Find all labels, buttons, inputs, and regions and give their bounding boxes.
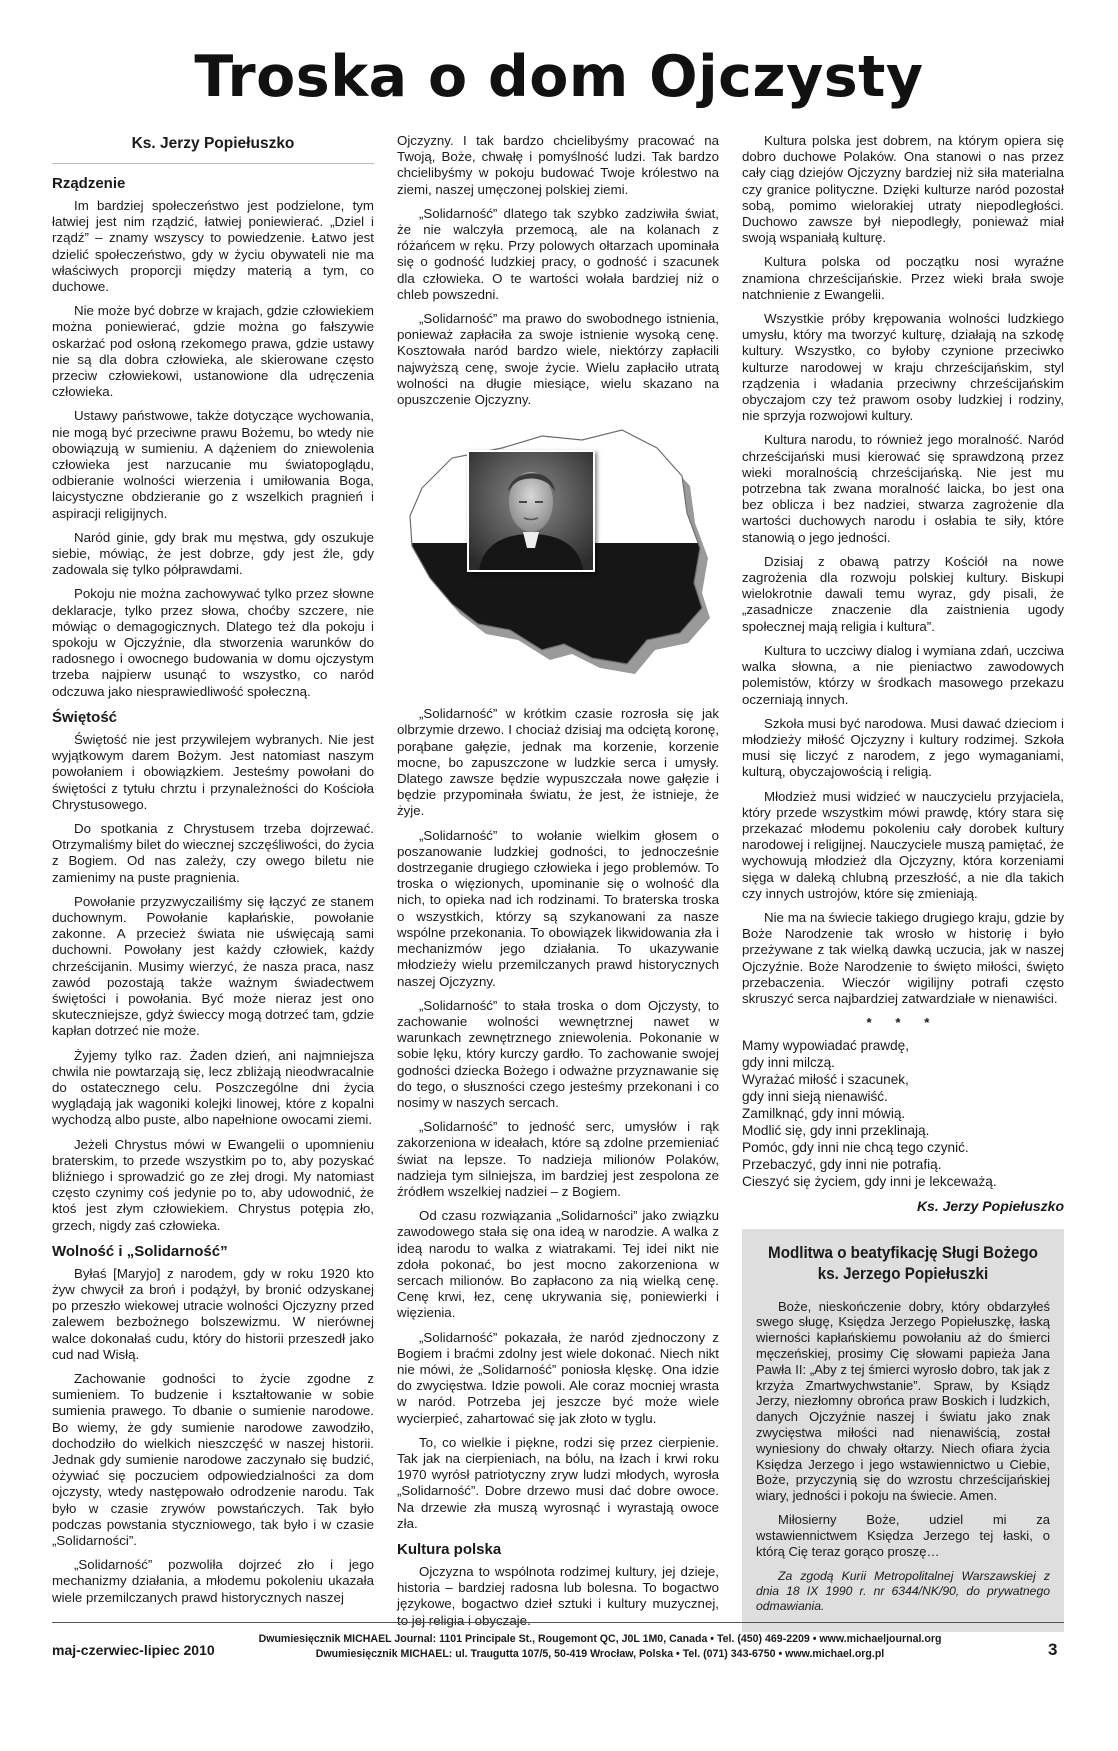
paragraph: Ustawy państwowe, także dotyczące wychowania, nie mogą być przeciwne prawu Bożemu, bo wtedy nie obowiązują w sumieniu. A dążeniem do zniewolenia człowieka jest narzucanie mu światopoglądu, odbieranie wolności wierzenia i umiłowania Boga, laicystyczne obdzieranie go z wszelkich pragnień i aspiracji religijnych. — [52, 408, 374, 521]
paragraph: Im bardziej społeczeństwo jest podzielone, tym łatwiej jest nim rządzić, łatwiej poniewierać. „Dziel i rządź” – znamy wszyscy to powiedzenie. Łatwo jest dzielić społeczeństwo, gdy w życiu obywateli nie ma właściwych proporcji między materią a tym, co duchowe. — [52, 198, 374, 295]
publisher-info — [220, 1632, 980, 1662]
poem-line: Cieszyć się życiem, gdy inni je lekceważą. — [742, 1174, 997, 1190]
section-heading-wolnosc: Wolność i „Solidarność” — [52, 1242, 228, 1260]
poem-line: Zamilknąć, gdy inni mówią. — [742, 1106, 906, 1122]
poem-line: Modlić się, gdy inni przeklinają. — [742, 1123, 930, 1139]
author-byline: Ks. Jerzy Popiełuszko — [131, 135, 295, 152]
paragraph: Nie ma na świecie takiego drugiego kraju, gdzie by Boże Narodzenie tak wrosło w historię i było przeżywane z tak wielką dawką uczucia, jak w naszej Ojczyźnie. Boże Narodzenie to święto miłości, święto przebaczenia. Wieczór wigilijny potrafi często skruszyć serca najbardziej zatwardziałe w nienawiści. — [742, 909, 1064, 1006]
prayer-box — [742, 1229, 1064, 1633]
paragraph: „Solidarność” to jedność serc, umysłów i rąk zakorzeniona w ideałach, które są zdolne przemieniać świat na lepsze. To nadzieja milionów Polaków, nadzieja tym silniejsza, im bardziej jest zespolona ze źródłem wszelkiej nadziei – z Bogiem. — [397, 1119, 719, 1199]
paragraph: Zachowanie godności to życie zgodne z sumieniem. To budzenie i kształtowanie w sobie sumienia prawego. To dbanie o sumienie narodowe. Bo wiemy, że gdy sumienie narodowe zawodziło, dochodziło do wielkich nieszczęść w naszej historii. Jednak gdy sumienie narodowe zaczynało się budzić, ożywiać się poczuciem odpowiedzialności za dom ojczysty, wtedy następowało odrodzenie narodu. Tak było w czasie zrywów powstańczych. Tak było podczas powstania styczniowego, tak było i w czasie „Solidarności”. — [52, 1371, 374, 1549]
poem-line: Mamy wypowiadać prawdę, — [742, 1038, 909, 1054]
paragraph: Ojczyzny. I tak bardzo chcielibyśmy pracować na Twoją, Boże, chwałę i pomyślność ludzi. Tak bardzo chcielibyśmy w pokoju budować Twoje królestwo na ziemi, naszej umęczonej polskiej ziemi. — [397, 133, 719, 197]
publisher-line-canada: Dwumiesięcznik MICHAEL Journal: 1101 Principale St., Rougemont QC, J0L 1M0, Canada • Tel. (450) 469-2209 • www.michaeljournal.org — [258, 1633, 942, 1645]
article-column-1 — [52, 133, 374, 1613]
paragraph: Dzisiaj z obawą patrzy Kościół na nowe zagrożenia dla rozwoju polskiej kultury. Biskupi wielokrotnie dawali temu wyraz, gdy pisali, że „zasadnicze znaczenie dla zaistnienia ugody społecznej mają religia i kultura”. — [742, 553, 1064, 634]
paragraph: To, co wielkie i piękne, rodzi się przez cierpienie. Tak jak na cierpieniach, na bólu, na łzach i krwi roku 1970 wyrósł patriotyczny zryw ludzi młodych, wyrosła „Solidarność”. Dobre drzewo musi dać dobre owoce. Na drzewie zła muszą wyrosnąć i wyrastają owoce zła. — [397, 1434, 719, 1531]
paragraph: Byłaś [Maryjo] z narodem, gdy w roku 1920 kto żyw chwycił za broń i podążył, by bronić odzyskanej po przeszło wiekowej utracie wolności Ojczyzny przed zalewem bezbożnego bolszewizmu. W nierównej walce dokonałaś cudu, który do historii przeszedł jako cud nad Wisłą. — [52, 1265, 374, 1362]
paragraph: „Solidarność” ma prawo do swobodnego istnienia, ponieważ zapłaciła za swoje istnienie wysoką cenę. Kosztowała naród bardzo wiele, niektórzy zapłacili najwyższą cenę, swoje życie. Wielu zapłaciło utratą wolności na długie miesiące, wielu skazano na opuszczenie Ojczyzny. — [397, 311, 719, 408]
paragraph: „Solidarność” to stała troska o dom Ojczysty, to zachowanie wolności wewnętrznej nawet w warunkach zewnętrznego zniewolenia. Pokonanie w sobie lęku, który kurczy gardło. To zachowanie swojej godności dziecka Bożego i odważne przyznawanie się do tego, o słuszności czego jesteśmy przekonani i co nosimy w naszych sercach. — [397, 997, 719, 1110]
paragraph: „Solidarność” dlatego tak szybko zadziwiła świat, że nie walczyła przemocą, ale na kolanach z różańcem w ręku. Przy polowych ołtarzach upominała się o godność ludzkiej pracy, o godność i szacunek dla człowieka. O te wartości wołała bardziej niż o chleb powszedni. — [397, 205, 719, 302]
prayer-title-line: Modlitwa o beatyfikację Sługi Bożego — [768, 1243, 1038, 1262]
prayer-title — [768, 1243, 1038, 1285]
paragraph: Kultura polska od początku nosi wyraźne znamiona chrześcijańskie. Przez wieki brała swoje natchnienie z Ewangelii. — [742, 254, 1064, 302]
publisher-line-poland: Dwumiesięcznik MICHAEL: ul. Traugutta 107/5, 50-419 Wrocław, Polska • Tel. (071) 343-6750 • www.michael.org.pl — [315, 1648, 885, 1660]
section-separator: * * * — [866, 1015, 940, 1031]
prayer-approval-note: Za zgodą Kurii Metropolitalnej Warszawskiej z dnia 18 IX 1990 r. nr 6344/NK/90, do prywatnego odmawiania. — [756, 1569, 1050, 1614]
section-heading-swietosc: Świętość — [52, 708, 118, 726]
poem-line: Przebaczyć, gdy inni nie potrafią. — [742, 1157, 942, 1173]
paragraph: Kultura narodu, to również jego moralność. Naród chrześcijański musi kierować się sprawdzoną przez wieki moralnością chrześcijańską. Nie jest mu potrzebna tak zwana moralność laicka, bo jest ona bez oblicza i bez nadziei, stwarza zagrożenie dla wartości duchowych narodu i osłabia te siły, które stanowią o jego jedności. — [742, 432, 1064, 545]
section-heading-kultura: Kultura polska — [397, 1541, 502, 1558]
paragraph: Świętość nie jest przywilejem wybranych. Nie jest wyjątkowym darem Bożym. Jest natomiast naszym powołaniem i obowiązkiem. Jesteśmy powołani do świętości z tytułu chrztu i przynależności do Kościoła Chrystusowego. — [52, 731, 374, 812]
poem — [742, 1037, 1064, 1190]
paragraph: „Solidarność” w krótkim czasie rozrosła się jak olbrzymie drzewo. I chociaż dzisiaj ma odciętą koronę, porąbane gałęzie, jednak ma korzenie, korzenie mocne, bo zapuszczone w ludzkie serca i umysły. Dlatego zawsze będzie wypuszczała nowe gałęzie i będzie przypominała światu, że jest, że istnieje, że żyje. — [397, 706, 719, 819]
paragraph: „Solidarność” pozwoliła dojrzeć zło i jego mechanizmy działania, a młodemu pokoleniu ukazała wiele przemilczanych prawd historycznych naszej — [52, 1557, 374, 1605]
page-number: 3 — [1048, 1640, 1058, 1659]
prayer-title-line: ks. Jerzego Popiełuszki — [817, 1264, 989, 1283]
article-column-3 — [742, 133, 1064, 1613]
paragraph: Kultura to uczciwy dialog i wymiana zdań, uczciwa walka słowna, a nie pieniactwo zawodowych polemistów, którzy w środkach masowego przekazu oczerniają innych. — [742, 642, 1064, 707]
portrait-photo — [467, 450, 595, 572]
paragraph: Kultura polska jest dobrem, na którym opiera się dobro duchowe Polaków. Ona stanowi o nas przez cały ciąg dziejów Ojczyzny bardziej niż siła materialna czy granice polityczne. Dzięki kulturze naród pozostał sobą, pomimo wielorakiej utraty niepodległości. Duchowo zawsze był niepodległy, ponieważ miał swoją wspaniałą kulturę. — [742, 133, 1064, 246]
byline-divider — [52, 163, 374, 164]
issue-date: maj-czerwiec-lipiec 2010 — [52, 1642, 215, 1658]
paragraph: Pokoju nie można zachowywać tylko przez słowne deklaracje, tylko przez słowa, choćby szczere, nie mówiąc o demagogicznych. Dlatego też dla pokoju i spokoju w Ojczyźnie, dla stworzenia warunków do radosnego i owocnego budowania w domu ojczystym trzeba najpierw usunąć to wszystko, co naród odczuwa jako niesprawiedliwość społeczną. — [52, 586, 374, 699]
article-column-2 — [397, 133, 719, 1628]
author-signature: Ks. Jerzy Popiełuszko — [916, 1198, 1064, 1215]
poem-line: Pomóc, gdy inni nie chcą tego czynić. — [742, 1140, 969, 1156]
paragraph: Ojczyzna to wspólnota rodzimej kultury, jej dzieje, historia – bardziej radosna lub bolesna. To bogactwo językowe, bogactwo dzieł sztuki i kultury muzycznej, to jej religia i obyczaje. — [397, 1564, 719, 1628]
paragraph: Naród ginie, gdy brak mu męstwa, gdy oszukuje siebie, mówiąc, że jest dobrze, gdy jest źle, gdy zadowala się tylko półprawdami. — [52, 529, 374, 578]
prayer-paragraph: Miłosierny Boże, udziel mi za wstawiennictwem Księdza Jerzego tej łaski, o którą Cię teraz gorąco proszę… — [756, 1511, 1050, 1559]
prayer-paragraph: Boże, nieskończenie dobry, który obdarzyłeś swego sługę, Księdza Jerzego Popiełuszkę, łaską wierności kapłańskiemu powołaniu aż do śmierci męczeńskiej, prosimy Cię słowami papieża Jana Pawła II: „Aby z tej śmierci wyrosło dobro, tak jak z krzyża Zmartwychwstanie”. Spraw, by Ksiądz Jerzy, niezłomny obrońca praw Boskich i ludzkich, danych Ojczyźnie naszej i światu jako znak zwycięstwa miłości nad nienawiścią, został wyniesiony do chwały ołtarzy. Niech ofiara życia Księdza Jerzego i jego wstawiennictwo u Ciebie, Boże, przyczynią się do wzrostu chrześcijańskiej wiary, jedności i pokoju na świecie. Amen. — [756, 1298, 1050, 1504]
paragraph: Jeżeli Chrystus mówi w Ewangelii o upomnieniu braterskim, to przede wszystkim po to, aby pozyskać bliźniego i sprowadzić go ze złej drogi. My natomiast często czynimy coś jedynie po to, aby udowodnić, że ktoś jest złym człowiekiem. Chrystus potępia zło, grzech, nigdy zaś człowieka. — [52, 1136, 374, 1233]
poem-line: gdy inni milczą. — [742, 1055, 835, 1071]
footer-divider — [52, 1622, 1064, 1623]
paragraph: Powołanie przyzwyczailiśmy się łączyć ze stanem duchownym. Powołanie kapłańskie, powołanie zakonne. A przecież świata nie uświęcają sami duchowni. Powołany jest każdy człowiek, każdy chrześcijanin. Musimy wierzyć, że nasza praca, nasz zawód pozostają także ważnym świadectwem świętości i powołania. Być może nieraz jest ono skuteczniejsze, gdyż świeccy mogą dotrzeć tam, gdzie kapłan dotrzeć nie może. — [52, 893, 374, 1039]
paragraph: „Solidarność” pokazała, że naród zjednoczony z Bogiem i braćmi zdolny jest wiele dokonać. Niech nikt nie mówi, że „Solidarność” poniosła klęskę. Ona idzie do zwycięstwa. Idzie powoli. Ale coraz mocniej wrasta w naród. Potrzeba jej jeszcze być może wiele wycierpieć, zahartować się jak złoto w tyglu. — [397, 1329, 719, 1426]
paragraph: Młodzież musi widzieć w nauczycielu przyjaciela, który przede wszystkim mówi prawdę, który stara się przekazać młodemu pokoleniu cały dorobek kultury narodowej i religijnej. Nauczyciele muszą pamiętać, że wychowują młodzież dla Ojczyzny, która korzeniami sięga w daleką chlubną przeszłość, a nie dla takich czy innych ustrojów, które się zmieniają. — [742, 788, 1064, 901]
paragraph: Nie może być dobrze w krajach, gdzie człowiekiem można poniewierać, gdzie można go fałszywie oskarżać pod osłoną rzekomego prawa, gdzie ustawy nie są dla dobra człowieka, ale skierowane często przeciw człowiekowi, ustanowione dla udręczenia człowieka. — [52, 303, 374, 400]
paragraph: Szkoła musi być narodowa. Musi dawać dzieciom i młodzieży miłość Ojczyzny i kultury rodzimej. Szkoła musi się liczyć z narodem, z jego wymaganiami, kulturą, obyczajowością i religią. — [742, 715, 1064, 780]
paragraph: Do spotkania z Chrystusem trzeba dojrzewać. Otrzymaliśmy bilet do wiecznej szczęśliwości, do życia z Bogiem. Od nas zależy, czy owego biletu nie zamienimy na puste pragnienia. — [52, 820, 374, 885]
paragraph: Od czasu rozwiązania „Solidarności” jako związku zawodowego stała się ona ideą w narodzie. A walka z ideą narodu to walka z wiatrakami. Tej idei nikt nie zdoła pokonać, bo jest mocno zakorzeniona w sercach milionów. Bo zapłacono za nią wielką cenę. Cenę krwi, łez, cenę ukrywania się, poniewierki i więzienia. — [397, 1208, 719, 1321]
poem-line: gdy inni sieją nienawiść. — [742, 1089, 888, 1105]
paragraph: „Solidarność” to wołanie wielkim głosem o poszanowanie ludzkiej godności, to jednocześnie dostrzeganie drugiego człowieka i jego problemów. To troska o więzionych, upominanie się o wolność dla nich, to opieka nad ich rodzinami. To braterska troska o wszystkich, którzy są szykanowani za nasze wspólne przekonania. To obowiązek likwidowania zła i mechanizmów jego działania. To ukazywanie młodzieży wielu przemilczanych prawd historycznych naszej Ojczyzny. — [397, 827, 719, 989]
portrait-image — [469, 452, 593, 570]
paragraph: Żyjemy tylko raz. Żaden dzień, ani najmniejsza chwila nie powtarzają się, lecz zbliżają nieodwracalnie do ostatecznego celu. Poszczególne dni życia wyglądają jak wagoniki kolejki linowej, które z kopalni wychodzą albo puste, albo napełnione owocami ziemi. — [52, 1047, 374, 1128]
paragraph: Wszystkie próby krępowania wolności ludzkiego umysłu, który ma tworzyć kulturę, działają na szkodę kultury. Wszystko, co byłoby czynione przeciwko kulturze narodowej w kraju chrześcijańskim, styl rządzenia i władania przeciwny chrześcijańskim obyczajom czy też prawom osoby ludzkiej i rodziny, nie sprzyja rozwojowi kultury. — [742, 311, 1064, 424]
poem-line: Wyrażać miłość i szacunek, — [742, 1072, 909, 1088]
section-heading-rzadzenie: Rządzenie — [52, 175, 126, 192]
poland-map-figure — [382, 418, 722, 688]
page-title: Troska o dom Ojczysty — [194, 44, 924, 110]
